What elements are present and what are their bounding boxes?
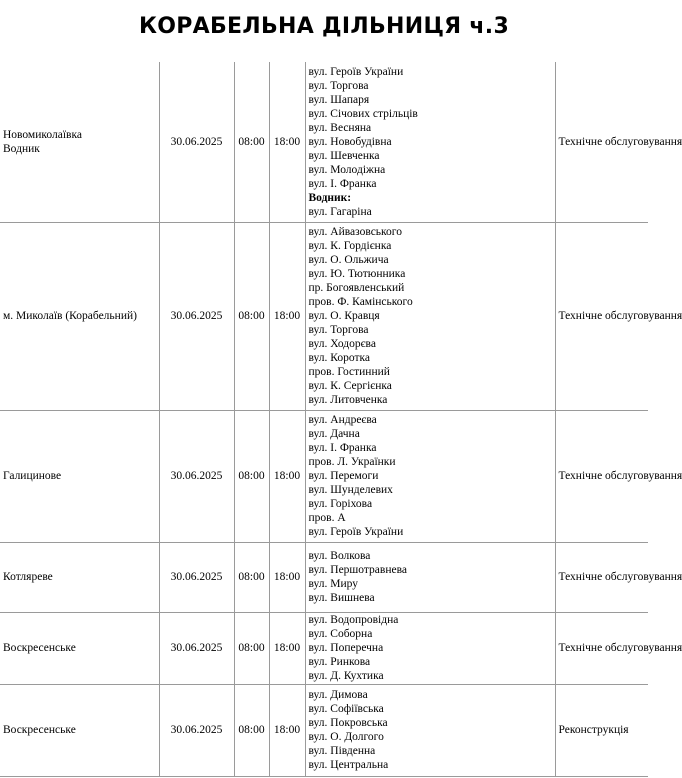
time-to-cell: 18:00 <box>269 612 305 684</box>
date-cell: 30.06.2025 <box>159 62 234 222</box>
street-item: вул. Водопровідна <box>308 614 399 626</box>
streets-cell <box>305 684 555 776</box>
street-item: вул. К. Гордієнка <box>308 240 392 252</box>
time-to-cell: 18:00 <box>269 62 305 222</box>
street-item: вул. Димова <box>308 689 368 701</box>
street-item: вул. О. Кравця <box>308 310 380 322</box>
street-item: вул. Південна <box>308 745 376 757</box>
street-item: вул. Героїв України <box>308 526 404 538</box>
work-type-cell: Технічне обслуговування <box>555 62 648 222</box>
street-item: вул. Ходорєва <box>308 338 376 350</box>
work-type-cell: Технічне обслуговування <box>555 612 648 684</box>
time-from-cell: 08:00 <box>234 612 269 684</box>
table-row <box>0 612 648 684</box>
time-from-cell: 08:00 <box>234 410 269 542</box>
settlement-cell <box>0 410 159 542</box>
street-item: вул. Поперечна <box>308 642 384 654</box>
street-item: вул. Дачна <box>308 428 360 440</box>
time-to-cell: 18:00 <box>269 410 305 542</box>
time-to-cell: 18:00 <box>269 222 305 410</box>
settlement-cell <box>0 542 159 612</box>
time-to-cell: 18:00 <box>269 542 305 612</box>
street-item: вул. Героїв України <box>308 65 404 78</box>
street-item: вул. Софіївська <box>308 703 384 715</box>
street-item: вул. Шунделевих <box>308 484 393 496</box>
street-item: вул. І. Франка <box>308 442 377 454</box>
table-row <box>0 222 648 410</box>
street-item: вул. Соборна <box>308 628 373 640</box>
settlement-name: Котляреве <box>3 571 53 583</box>
settlement-cell <box>0 612 159 684</box>
streets-cell <box>305 612 555 684</box>
work-type-cell: Реконструкція <box>555 684 648 776</box>
street-item: вул. Покровська <box>308 717 388 729</box>
table-row <box>0 542 648 612</box>
settlement-name: Новомиколаївка Водник <box>3 128 82 155</box>
streets-cell <box>305 542 555 612</box>
street-item: вул. Перемоги <box>308 470 379 482</box>
date-cell: 30.06.2025 <box>159 222 234 410</box>
street-item: вул. Торгова <box>308 79 369 92</box>
street-item: вул. Торгова <box>308 324 369 336</box>
time-to-cell: 18:00 <box>269 684 305 776</box>
street-item: вул. Молодіжна <box>308 163 386 176</box>
street-item: пров. А <box>308 512 346 524</box>
time-from-cell: 08:00 <box>234 62 269 222</box>
street-item: вул. Центральна <box>308 759 389 771</box>
street-item: вул. О. Ольжича <box>308 254 389 266</box>
street-item: вул. Андреєва <box>308 414 377 426</box>
street-item: вул. Вишнева <box>308 592 375 604</box>
street-item: вул. І. Франка <box>308 177 377 190</box>
street-item: вул. Д. Кухтика <box>308 670 384 682</box>
table-body <box>0 62 682 776</box>
time-from-cell: 08:00 <box>234 222 269 410</box>
street-item: пров. Гостинний <box>308 366 390 378</box>
street-group-label: Водник: <box>308 191 352 204</box>
settlement-name: Воскресенське <box>3 724 76 736</box>
work-type-cell: Технічне обслуговування <box>555 542 648 612</box>
table-row <box>0 684 648 776</box>
street-item: вул. Литовченка <box>308 394 388 406</box>
street-item: вул. О. Долгого <box>308 731 384 743</box>
street-item: вул. Миру <box>308 578 358 590</box>
settlement-cell <box>0 62 159 222</box>
street-item: пр. Богоявленський <box>308 282 405 294</box>
work-type-cell: Технічне обслуговування <box>555 410 648 542</box>
street-item: вул. Горіхова <box>308 498 373 510</box>
settlement-name: Галицинове <box>3 470 62 482</box>
streets-cell <box>305 62 555 222</box>
street-item: пров. Л. Українки <box>308 456 396 468</box>
street-item: пров. Ф. Камінського <box>308 296 413 308</box>
street-item: вул. Ринкова <box>308 656 371 668</box>
street-item: вул. Першотравнева <box>308 564 407 576</box>
street-item: вул. Коротка <box>308 352 371 364</box>
streets-cell <box>305 410 555 542</box>
date-cell: 30.06.2025 <box>159 542 234 612</box>
settlement-name: Воскресенське <box>3 642 76 654</box>
streets-cell <box>305 222 555 410</box>
street-item: вул. Гагаріна <box>308 205 372 218</box>
street-item: вул. Волкова <box>308 550 371 562</box>
work-type-cell: Технічне обслуговування <box>555 222 648 410</box>
date-cell: 30.06.2025 <box>159 612 234 684</box>
settlement-cell <box>0 684 159 776</box>
time-from-cell: 08:00 <box>234 542 269 612</box>
street-item: вул. Айвазовського <box>308 226 402 238</box>
time-from-cell: 08:00 <box>234 684 269 776</box>
settlement-cell <box>0 222 159 410</box>
settlement-name: м. Миколаїв (Корабельний) <box>3 310 137 322</box>
outage-schedule-table <box>0 62 682 777</box>
street-item: вул. Весняна <box>308 121 372 134</box>
street-item: вул. К. Сергієнка <box>308 380 392 392</box>
street-item: вул. Шапаря <box>308 93 370 106</box>
street-item: вул. Ю. Тютюнника <box>308 268 406 280</box>
page-title: КОРАБЕЛЬНА ДІЛЬНИЦЯ ч.3 <box>138 14 510 39</box>
street-item: вул. Новобудівна <box>308 135 392 148</box>
street-item: вул. Шевченка <box>308 149 380 162</box>
table-row <box>0 62 648 222</box>
table-row <box>0 410 648 542</box>
street-item: вул. Січових стрільців <box>308 107 418 120</box>
date-cell: 30.06.2025 <box>159 684 234 776</box>
date-cell: 30.06.2025 <box>159 410 234 542</box>
